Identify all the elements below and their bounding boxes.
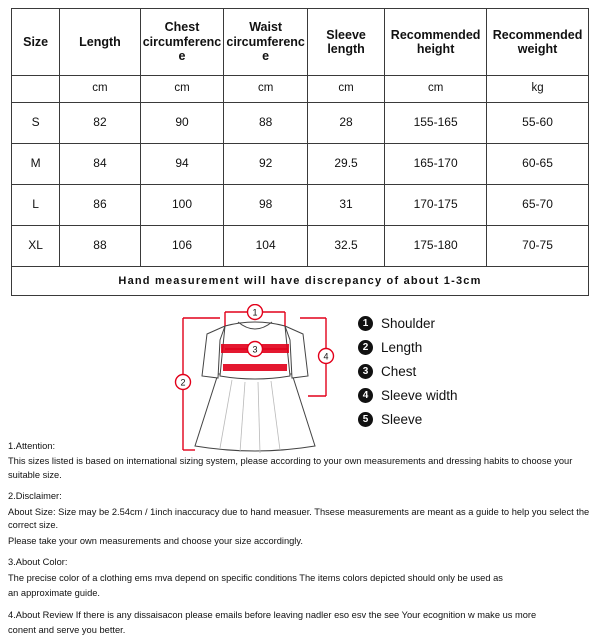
- legend-item-sleeve: [358, 412, 458, 427]
- header-cell-length: Length: [60, 9, 140, 76]
- unit-cell-weight: kg: [487, 76, 589, 103]
- unit-cell-height: cm: [385, 76, 487, 103]
- note-review-body-1: 4.About Review If there is any dissaisacon please emails before leaving nadler eso esv the see Your ecognition w make us more: [8, 609, 537, 620]
- cell-length: 86: [60, 185, 140, 226]
- header-row: [12, 9, 589, 76]
- table-body: [12, 76, 589, 296]
- note-color-body-1: The precise color of a clothing ems mva depend on specific conditions The items colors depicted should only be used as: [8, 572, 503, 583]
- legend-label: Chest: [381, 364, 417, 379]
- table-row: [12, 226, 589, 267]
- cell-weight: 60-65: [487, 144, 589, 185]
- cell-length: 88: [60, 226, 140, 267]
- legend-number-icon: 3: [358, 364, 373, 379]
- cell-size: M: [12, 144, 60, 185]
- note-color-title: 3.About Color:: [8, 557, 68, 568]
- size-chart-page: [0, 8, 600, 636]
- legend-number-icon: 2: [358, 340, 373, 355]
- cell-waist: 92: [224, 144, 308, 185]
- footer-notes: [8, 440, 592, 640]
- header-cell-height: Recommended height: [385, 9, 487, 76]
- svg-text:2: 2: [180, 377, 186, 388]
- note-attention-body: This sizes listed is based on international sizing system, please according to your own measurements and dressing habits to choose your suitable size.: [8, 456, 573, 480]
- cell-waist: 88: [224, 103, 308, 144]
- cell-chest: 90: [140, 103, 224, 144]
- unit-cell-size: [12, 76, 60, 103]
- unit-cell-length: cm: [60, 76, 140, 103]
- legend-number-icon: 1: [358, 316, 373, 331]
- note-disclaimer-title: 2.Disclaimer:: [8, 491, 62, 502]
- dress-illustration: [150, 304, 360, 454]
- diagram-marker-2: [176, 375, 191, 390]
- legend-label: Shoulder: [381, 316, 436, 331]
- cell-sleeve: 29.5: [307, 144, 384, 185]
- legend-item-sleeve-width: [358, 388, 458, 403]
- header-cell-size: Size: [12, 9, 60, 76]
- cell-weight: 70-75: [487, 226, 589, 267]
- cell-height: 165-170: [385, 144, 487, 185]
- cell-height: 175-180: [385, 226, 487, 267]
- note-disclaimer-body-2: Please take your own measurements and choose your size accordingly.: [8, 535, 303, 546]
- unit-cell-waist: cm: [224, 76, 308, 103]
- svg-text:3: 3: [252, 344, 258, 355]
- legend-item-length: [358, 340, 458, 355]
- size-chart-table: [11, 8, 589, 296]
- cell-chest: 94: [140, 144, 224, 185]
- cell-size: S: [12, 103, 60, 144]
- table-row: [12, 185, 589, 226]
- diagram-marker-1: [248, 305, 263, 320]
- cell-waist: 104: [224, 226, 308, 267]
- legend-item-chest: [358, 364, 458, 379]
- header-cell-chest: Chest circumference: [140, 9, 224, 76]
- cell-chest: 106: [140, 226, 224, 267]
- diagram-marker-4: [319, 349, 334, 364]
- cell-weight: 65-70: [487, 185, 589, 226]
- cell-sleeve: 31: [307, 185, 384, 226]
- cell-chest: 100: [140, 185, 224, 226]
- table-header: [12, 9, 589, 76]
- table-footer-note-row: [12, 267, 589, 296]
- cell-height: 170-175: [385, 185, 487, 226]
- note-attention-title: 1.Attention:: [8, 441, 56, 451]
- header-cell-waist: Waist circumference: [224, 9, 308, 76]
- table-footer-note: Hand measurement will have discrepancy of about 1-3cm: [12, 267, 589, 296]
- header-cell-sleeve: Sleeve length: [307, 9, 384, 76]
- measurement-legend: [358, 316, 458, 436]
- cell-sleeve: 32.5: [307, 226, 384, 267]
- header-cell-weight: Recommended weight: [487, 9, 589, 76]
- note-review-body-2: conent and serve you better.: [8, 625, 126, 636]
- legend-label: Sleeve: [381, 412, 423, 427]
- cell-waist: 98: [224, 185, 308, 226]
- legend-number-icon: 5: [358, 412, 373, 427]
- cell-size: L: [12, 185, 60, 226]
- legend-item-shoulder: [358, 316, 458, 331]
- table-row: [12, 103, 589, 144]
- measurement-diagram: [0, 304, 600, 454]
- legend-label: Length: [381, 340, 423, 355]
- cell-weight: 55-60: [487, 103, 589, 144]
- diagram-marker-3: [248, 342, 263, 357]
- unit-cell-sleeve: cm: [307, 76, 384, 103]
- legend-label: Sleeve width: [381, 388, 458, 403]
- svg-text:4: 4: [323, 351, 329, 362]
- note-disclaimer-body-1: About Size: Size may be 2.54cm / 1inch inaccuracy due to hand measuer. Thsese measurements are meant as a guide to help you select the correct size.: [8, 506, 590, 531]
- note-color-body-2: an approximate guide.: [8, 588, 100, 599]
- legend-number-icon: 4: [358, 388, 373, 403]
- cell-sleeve: 28: [307, 103, 384, 144]
- cell-length: 84: [60, 144, 140, 185]
- cell-size: XL: [12, 226, 60, 267]
- units-row: [12, 76, 589, 103]
- cell-height: 155-165: [385, 103, 487, 144]
- table-row: [12, 144, 589, 185]
- svg-text:1: 1: [252, 307, 258, 318]
- unit-cell-chest: cm: [140, 76, 224, 103]
- cell-length: 82: [60, 103, 140, 144]
